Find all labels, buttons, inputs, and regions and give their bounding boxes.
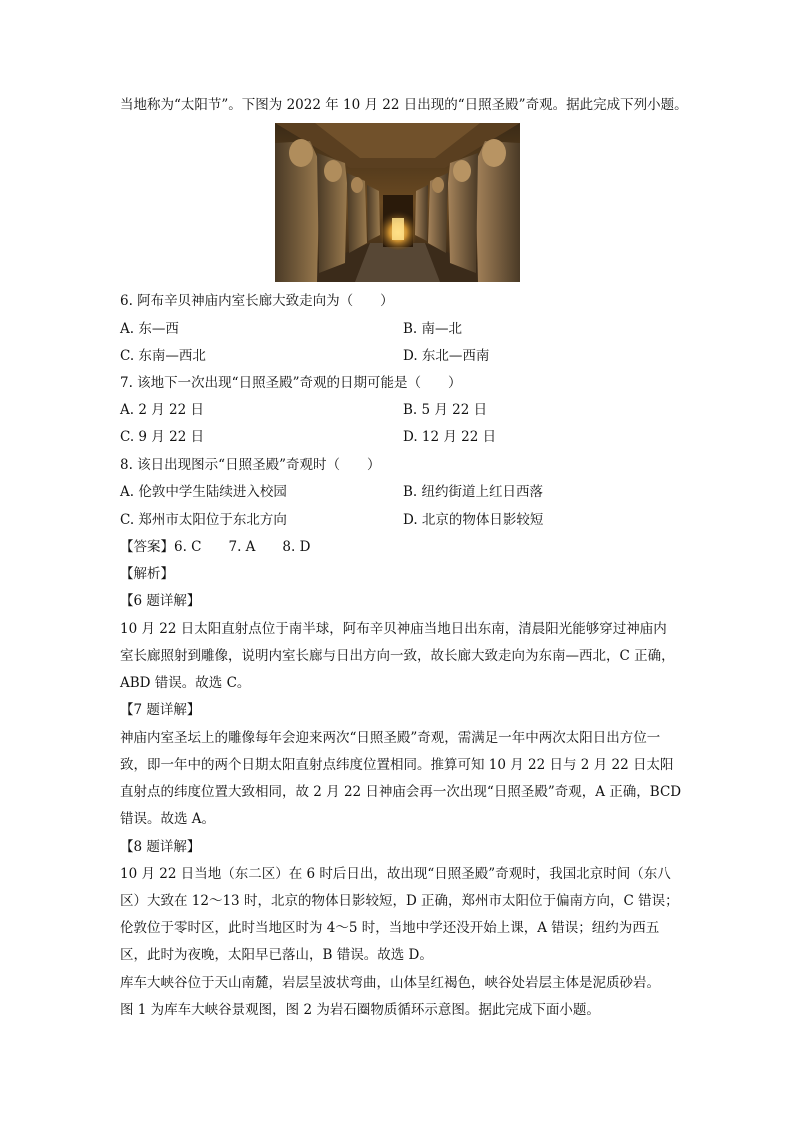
q8-detail-line: 区）大致在 12～13 时，北京的物体日影较短，D 正确，郑州市太阳位于偏南方向，C 错误； [120, 893, 679, 909]
q6-option-d: D. 东北—西南 [403, 348, 490, 364]
q6-detail-line: 10 月 22 日太阳直射点位于南半球，阿布辛贝神庙当地日出东南，清晨阳光能够穿过神庙内 [120, 621, 667, 637]
q6-detail-line: 室长廊照射到雕像，说明内室长廊与日出方向一致，故长廊大致走向为东南—西北，C 正确， [120, 648, 675, 664]
q8-detail-line: 10 月 22 日当地（东二区）在 6 时后日出，故出现“日照圣殿”奇观时，我国北京时间（东八 [120, 866, 671, 882]
q7-stem: 7. 该地下一次出现“日照圣殿”奇观的日期可能是（ ） [120, 375, 462, 391]
q6-option-a: A. 东—西 [120, 321, 179, 337]
next-passage-line: 库车大峡谷位于天山南麓，岩层呈波状弯曲，山体呈红褐色，峡谷处岩层主体是泥质砂岩。 [120, 975, 660, 991]
answer-line: 【答案】6. C 7. A 8. D [120, 539, 311, 555]
q7-detail-heading: 【7 题详解】 [120, 702, 201, 718]
q6-option-c: C. 东南—西北 [120, 348, 206, 364]
q8-option-c: C. 郑州市太阳位于东北方向 [120, 512, 287, 528]
q8-detail-line: 伦敦位于零时区，此时当地区时为 4～5 时，当地中学还没开始上课，A 错误；纽约为西五 [120, 920, 660, 936]
q8-option-a: A. 伦敦中学生陆续进入校园 [120, 484, 287, 500]
q8-detail-line: 区，此时为夜晚，太阳早已落山，B 错误。故选 D。 [120, 947, 433, 963]
q6-detail-heading: 【6 题详解】 [120, 593, 201, 609]
q6-detail-line: ABD 错误。故选 C。 [120, 675, 251, 691]
next-passage-line: 图 1 为库车大峡谷景观图，图 2 为岩石圈物质循环示意图。据此完成下面小题。 [120, 1002, 600, 1018]
q7-detail-line: 神庙内室圣坛上的雕像每年会迎来两次“日照圣殿”奇观，需满足一年中两次太阳日出方位一 [120, 730, 661, 746]
temple-corridor-photo [275, 123, 520, 282]
q6-option-b: B. 南—北 [403, 321, 463, 337]
q7-option-d: D. 12 月 22 日 [403, 429, 497, 445]
q8-stem: 8. 该日出现图示“日照圣殿”奇观时（ ） [120, 457, 381, 473]
q7-option-c: C. 9 月 22 日 [120, 429, 205, 445]
q8-option-b: B. 纽约街道上红日西落 [403, 484, 544, 500]
q7-detail-line: 错误。故选 A。 [120, 811, 216, 827]
q7-detail-line: 直射点的纬度位置大致相同，故 2 月 22 日神庙会再一次出现“日照圣殿”奇观，A 正确，BCD [120, 784, 682, 800]
intro-text: 当地称为“太阳节”。下图为 2022 年 10 月 22 日出现的“日照圣殿”奇观。据此完成下列小题。 [120, 97, 688, 113]
analysis-heading: 【解析】 [120, 566, 174, 582]
q7-detail-line: 致，即一年中的两个日期太阳直射点纬度位置相同。推算可知 10 月 22 日与 2 月 22 日太阳 [120, 757, 674, 773]
q8-detail-heading: 【8 题详解】 [120, 839, 201, 855]
q7-option-a: A. 2 月 22 日 [120, 402, 204, 418]
q7-option-b: B. 5 月 22 日 [403, 402, 488, 418]
q6-stem: 6. 阿布辛贝神庙内室长廊大致走向为（ ） [120, 293, 394, 309]
q8-option-d: D. 北京的物体日影较短 [403, 512, 544, 528]
